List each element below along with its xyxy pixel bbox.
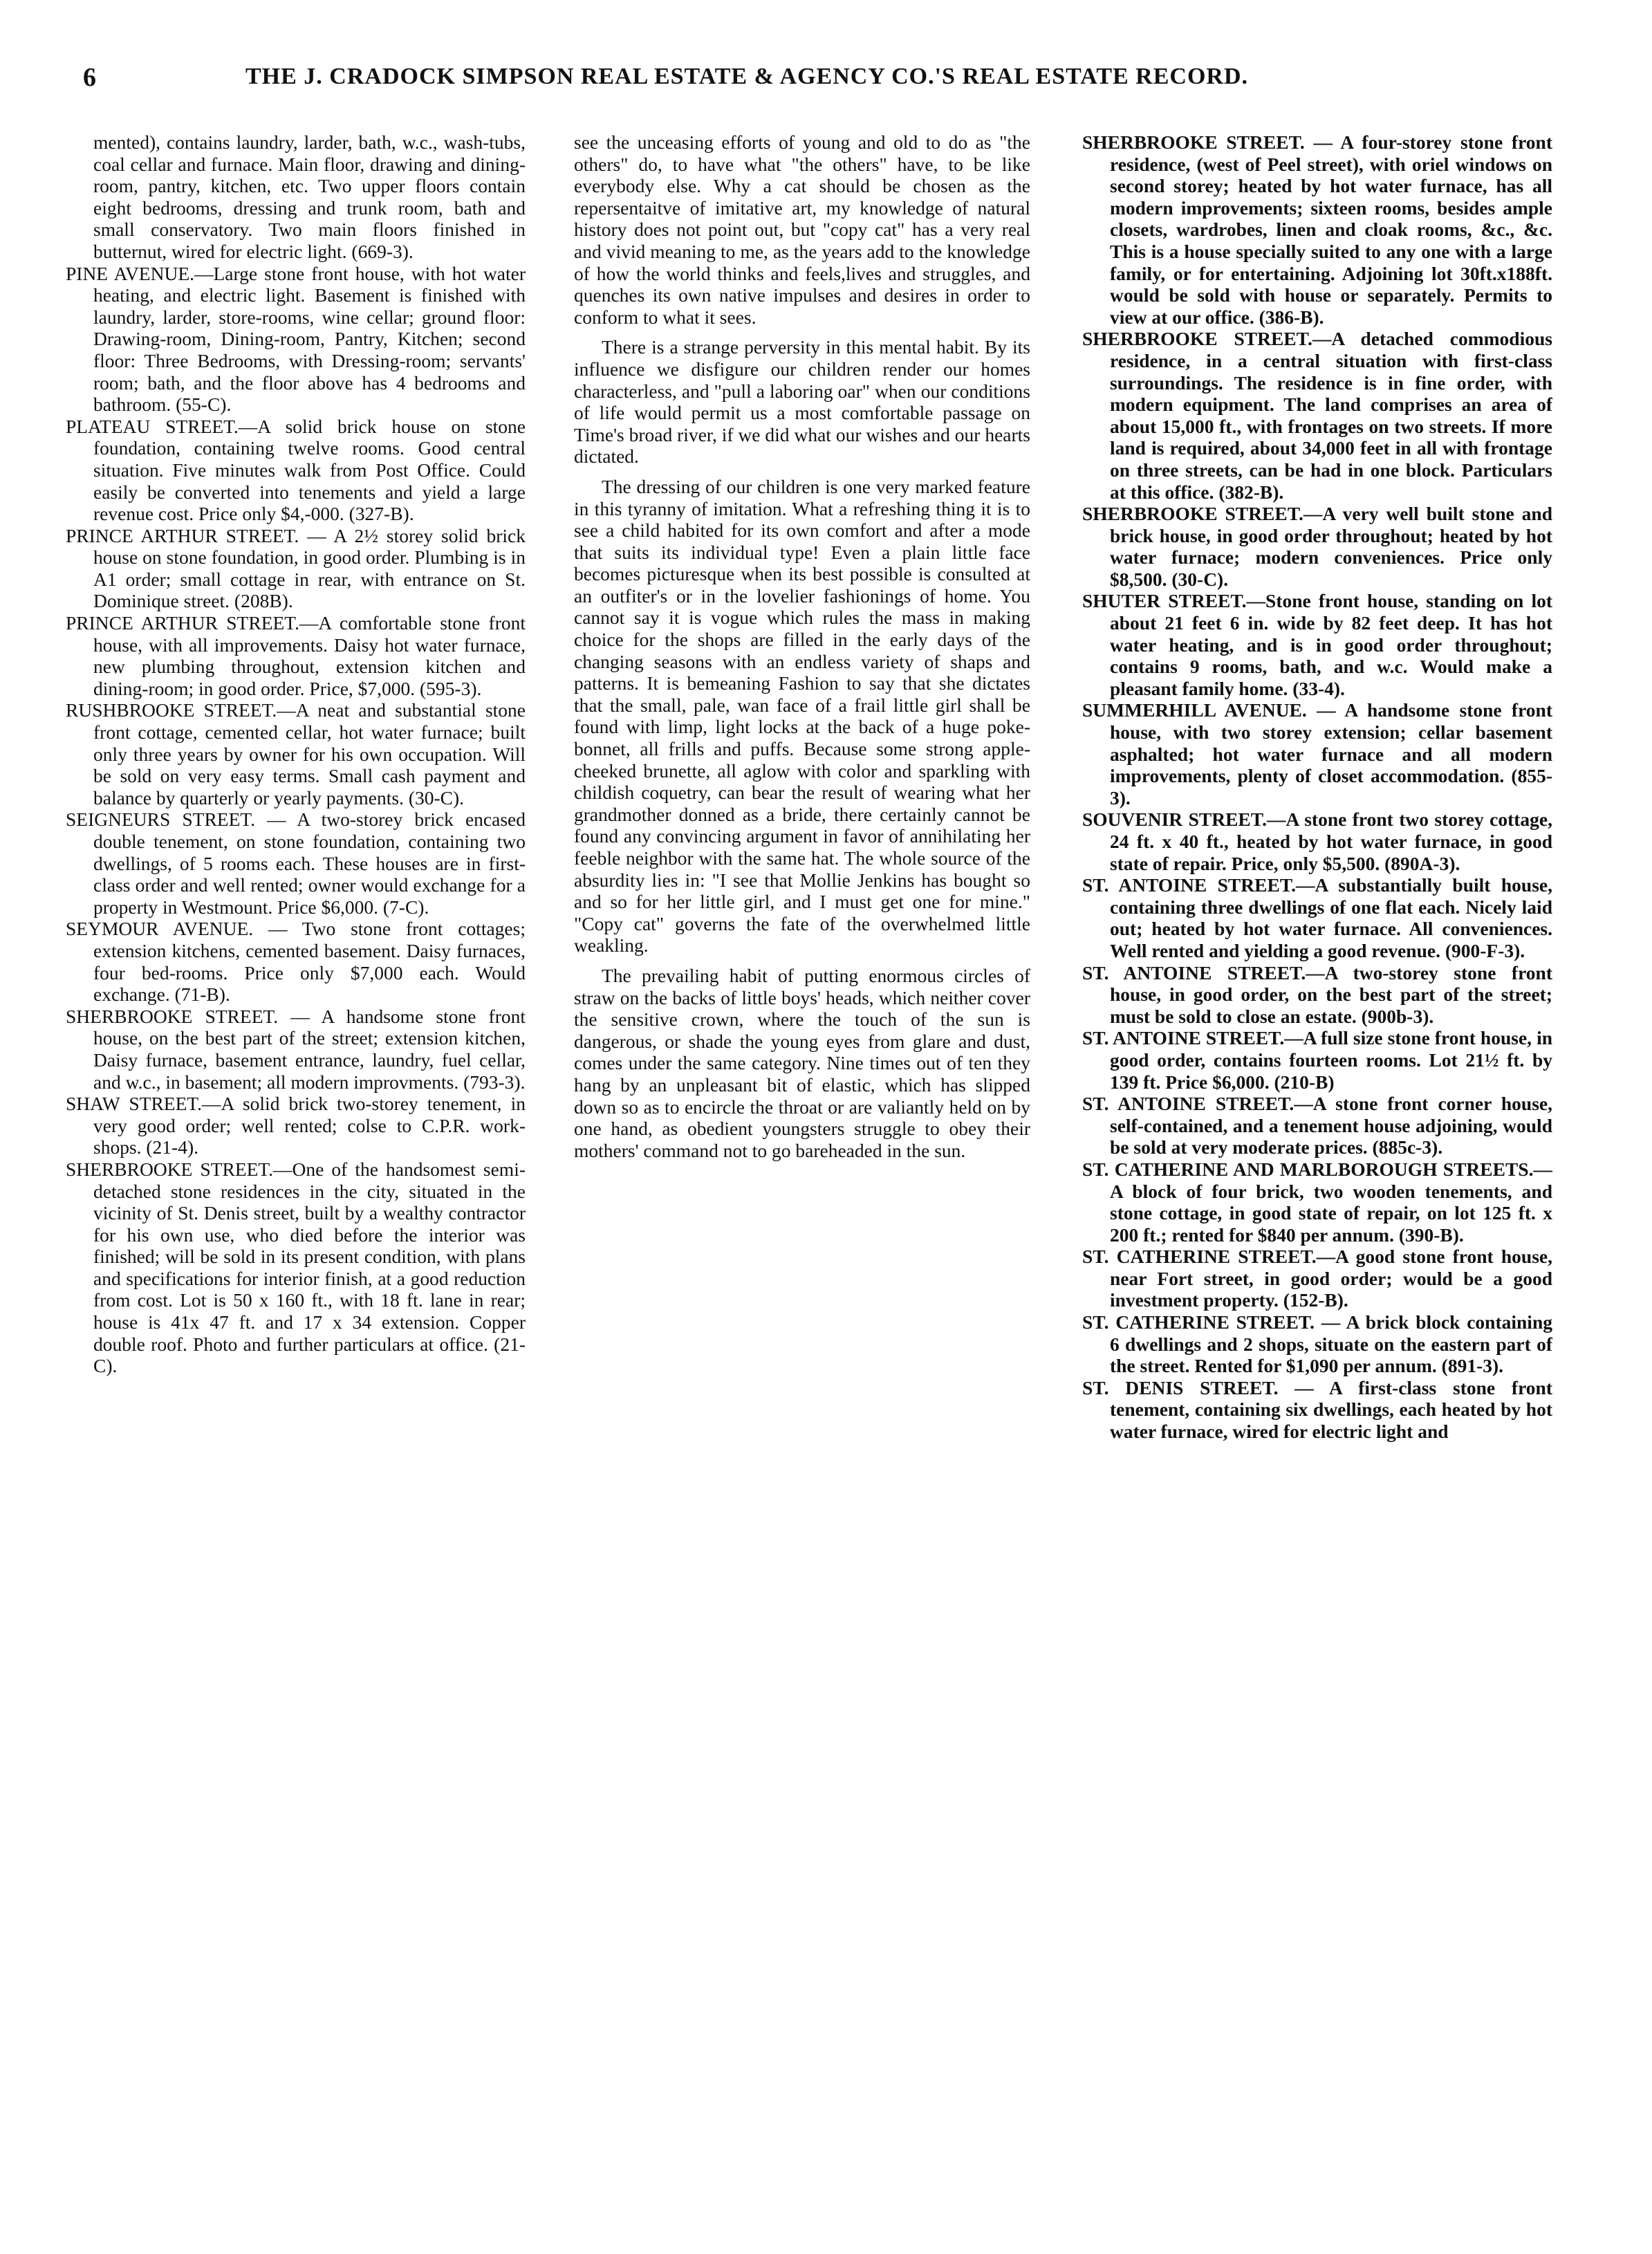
listing-entry: ST. CATHERINE STREET.—A good stone front house, near Fort street, in good order; would be a good investment property. (152-B). xyxy=(1082,1246,1552,1311)
article-paragraph: There is a strange perversity in this mental habit. By its influence we disfigure our children render our homes characterless, and "pull a laboring oar" when our conditions of life would permit us a most comfortable passage on Time's broad river, if we did what our wishes and our hearts dictated. xyxy=(574,336,1030,468)
page-number: 6 xyxy=(83,63,96,92)
page-header xyxy=(83,62,1563,104)
listing-entry: SOUVENIR STREET.—A stone front two storey cottage, 24 ft. x 40 ft., heated by hot water furnace, in good state of repair. Price, only $5,500. (890A-3). xyxy=(1082,809,1552,874)
listing-entry: SEYMOUR AVENUE. — Two stone front cottages; extension kitchens, cemented basement. Daisy furnaces, four bed-rooms. Price only $7,000 each. Would exchange. (71-B). xyxy=(66,918,526,1006)
listing-entry: ST. DENIS STREET. — A first-class stone front tenement, containing six dwellings, each heated by hot water furnace, wired for electric light and xyxy=(1082,1376,1552,1443)
listing-entry: SHUTER STREET.—Stone front house, standing on lot about 21 feet 6 in. wide by 82 feet deep. It has hot water heating, and is in good order throughout; contains 9 rooms, bath, and w.c. Would make a pleasant family home. (33-4). xyxy=(1082,590,1552,699)
article-paragraph: see the unceasing efforts of young and old to do as "the others" do, to have what "the others" have, to be like everybody else. Why a cat should be chosen as the repersentaitve of imitative art, my knowledge of natural history does not point out, but "copy cat" has a very real and vivid meaning to me, as the years add to the knowledge of how the world thinks and feels,lives and struggles, and quenches its own native impulses and desires in order to conform to what it sees. xyxy=(574,131,1030,328)
listing-entry: SEIGNEURS STREET. — A two-storey brick encased double tenement, on stone foundation, containing two dwellings, of 5 rooms each. These houses are in first-class order and well rented; owner would exchange for a property in Westmount. Price $6,000. (7-C). xyxy=(66,809,526,918)
listing-entry: ST. CATHERINE STREET. — A brick block containing 6 dwellings and 2 shops, situate on the eastern part of the street. Rented for $1,090 per annum. (891-3). xyxy=(1082,1311,1552,1377)
column-right xyxy=(1082,131,1552,2206)
listing-entry: RUSHBROOKE STREET.—A neat and substantial stone front cottage, cemented cellar, hot water furnace; built only three years by owner for his own occupation. Will be sold on very easy terms. Small cash payment and balance by quarterly or yearly payments. (30-C). xyxy=(66,699,526,809)
article-paragraph: The prevailing habit of putting enormous circles of straw on the backs of little boys' heads, which neither cover the sensitive crown, where the touch of the sun is dangerous, or shade the young eyes from glare and dust, comes under the same category. Nine times out of ten they hang by an unpleasant bit of elastic, which has slipped down so as to encircle the throat or are valiantly held on by one hand, as obedient youngsters struggle to obey their mothers' command not to go bareheaded in the sun. xyxy=(574,964,1030,1161)
article-paragraph: The dressing of our children is one very marked feature in this tyranny of imitation. What a refreshing thing it is to see a child habited for its own comfort and after a mode that suits its individual type! Even a plain little face becomes picturesque when its best possible is consulted at an outfiter's or in the lovelier fashionings of home. You cannot say it is vogue which rules the mass in making choice for the shops are filled in the early days of the changing seasons with an endless variety of shaps and patterns. It is bemeaning Fashion to say that she dictates that the small, pale, wan face of a frail little girl shall be found with limp, light locks at the back of a huge poke-bonnet, all frills and puffs. Because some strong apple-cheeked brunette, all aglow with color and sparkling with childish coquetry, can bear the result of wearing what her grandmother donned as a bride, there certainly cannot be found any convincing argument in favor of annihilating her feeble neighbor with the same hat. The whole source of the absurdity lies in: "I see that Mollie Jenkins has bought so and so for her little girl, and I must get one for mine." "Copy cat" governs the fate of the overwhelmed little weakling. xyxy=(574,475,1030,957)
listing-entry: ST. ANTOINE STREET.—A stone front corner house, self-contained, and a tenement house adjoining, would be sold at very moderate prices. (885c-3). xyxy=(1082,1093,1552,1158)
listing-entry: SHAW STREET.—A solid brick two-storey tenement, in very good order; well rented; colse to C.P.R. work-shops. (21-4). xyxy=(66,1093,526,1158)
listing-entry: SHERBROOKE STREET. — A four-storey stone front residence, (west of Peel street), with oriel windows on second storey; heated by hot water furnace, has all modern improvements; sixteen rooms, besides ample closets, wardrobes, linen and cloak rooms, &c., &c. This is a house specially suited to any one with a large family, or for entertaining. Adjoining lot 30ft.x188ft. would be sold with house or separately. Permits to view at our office. (386-B). xyxy=(1082,131,1552,328)
column-middle xyxy=(574,131,1030,2206)
listing-entry: SHERBROOKE STREET.—A very well built stone and brick house, in good order throughout; heated by hot water furnace; modern conveniences. Price only $8,500. (30-C). xyxy=(1082,503,1552,590)
listing-entry: SHERBROOKE STREET. — A handsome stone front house, on the best part of the street; extension kitchen, Daisy furnace, basement entrance, laundry, fuel cellar, and w.c., in basement; all modern improvments. (793-3). xyxy=(66,1005,526,1093)
page-title: THE J. CRADOCK SIMPSON REAL ESTATE & AGENCY CO.'S REAL ESTATE RECORD. xyxy=(245,64,1249,89)
listing-entry: ST. ANTOINE STREET.—A two-storey stone front house, in good order, on the best part of the street; must be sold to close an estate. (900b-3). xyxy=(1082,961,1552,1027)
listing-entry: PRINCE ARTHUR STREET.—A comfortable stone front house, with all improvements. Daisy hot water furnace, new plumbing throughout, extension kitchen and dining-room; in good order. Price, $7,000. (595-3). xyxy=(66,612,526,699)
listing-entry: SHERBROOKE STREET.—One of the handsomest semi-detached stone residences in the city, situated in the vicinity of St. Denis street, built by a wealthy contractor for his own use, who died before the interior was finished; will be sold in its present condition, with plans and specifications for interior finish, at a good reduction from cost. Lot is 50 x 160 ft., with 18 ft. lane in rear; house is 41x 47 ft. and 17 x 34 extension. Copper double roof. Photo and further particulars at office. (21-C). xyxy=(66,1158,526,1377)
listing-entry: mented), contains laundry, larder, bath, w.c., wash-tubs, coal cellar and furnace. Main floor, drawing and dining-room, pantry, kitchen, etc. Two upper floors contain eight bedrooms, dressing and trunk room, bath and small conservatory. Two main floors finished in butternut, wired for electric light. (669-3). xyxy=(93,131,526,262)
listing-entry: SHERBROOKE STREET.—A detached commodious residence, in a central situation with first-class surroundings. The residence is in fine order, with modern equipment. The land comprises an area of about 15,000 ft., with frontages on two streets. If more land is required, about 34,000 feet in all with frontage on three streets, can be had in one block. Particulars at this office. (382-B). xyxy=(1082,328,1552,503)
listing-entry: SUMMERHILL AVENUE. — A handsome stone front house, with two storey extension; cellar basement asphalted; hot water furnace and all modern improvements, plenty of closet accommodation. (855-3). xyxy=(1082,699,1552,809)
column-left xyxy=(66,131,526,2206)
listing-entry: ST. CATHERINE AND MARLBOROUGH STREETS.—A block of four brick, two wooden tenements, and stone cottage, in good state of repair, on lot 125 ft. x 200 ft.; rented for $840 per annum. (390-B). xyxy=(1082,1158,1552,1246)
listing-entry: PRINCE ARTHUR STREET. — A 2½ storey solid brick house on stone foundation, in good order. Plumbing is in A1 order; small cottage in rear, with entrance on St. Dominique street. (208B). xyxy=(66,524,526,612)
listing-entry: ST. ANTOINE STREET.—A full size stone front house, in good order, contains fourteen rooms. Lot 21½ ft. by 139 ft. Price $6,000. (210-B) xyxy=(1082,1027,1552,1093)
listing-entry: PINE AVENUE.—Large stone front house, with hot water heating, and electric light. Basement is finished with laundry, larder, store-rooms, wine cellar; ground floor: Drawing-room, Dining-room, Pantry, Kitchen; second floor: Three Bedrooms, with Dressing-room; servants' room; bath, and the floor above has 4 bedrooms and bathroom. (55-C). xyxy=(66,262,526,416)
listing-entry: PLATEAU STREET.—A solid brick house on stone foundation, containing twelve rooms. Good central situation. Five minutes walk from Post Office. Could easily be converted into tenements and yield a large revenue cost. Price only $4,-000. (327-B). xyxy=(66,415,526,525)
listing-entry: ST. ANTOINE STREET.—A substantially built house, containing three dwellings of one flat each. Nicely laid out; heated by hot water furnace. All conveniences. Well rented and yielding a good revenue. (900-F-3). xyxy=(1082,874,1552,961)
